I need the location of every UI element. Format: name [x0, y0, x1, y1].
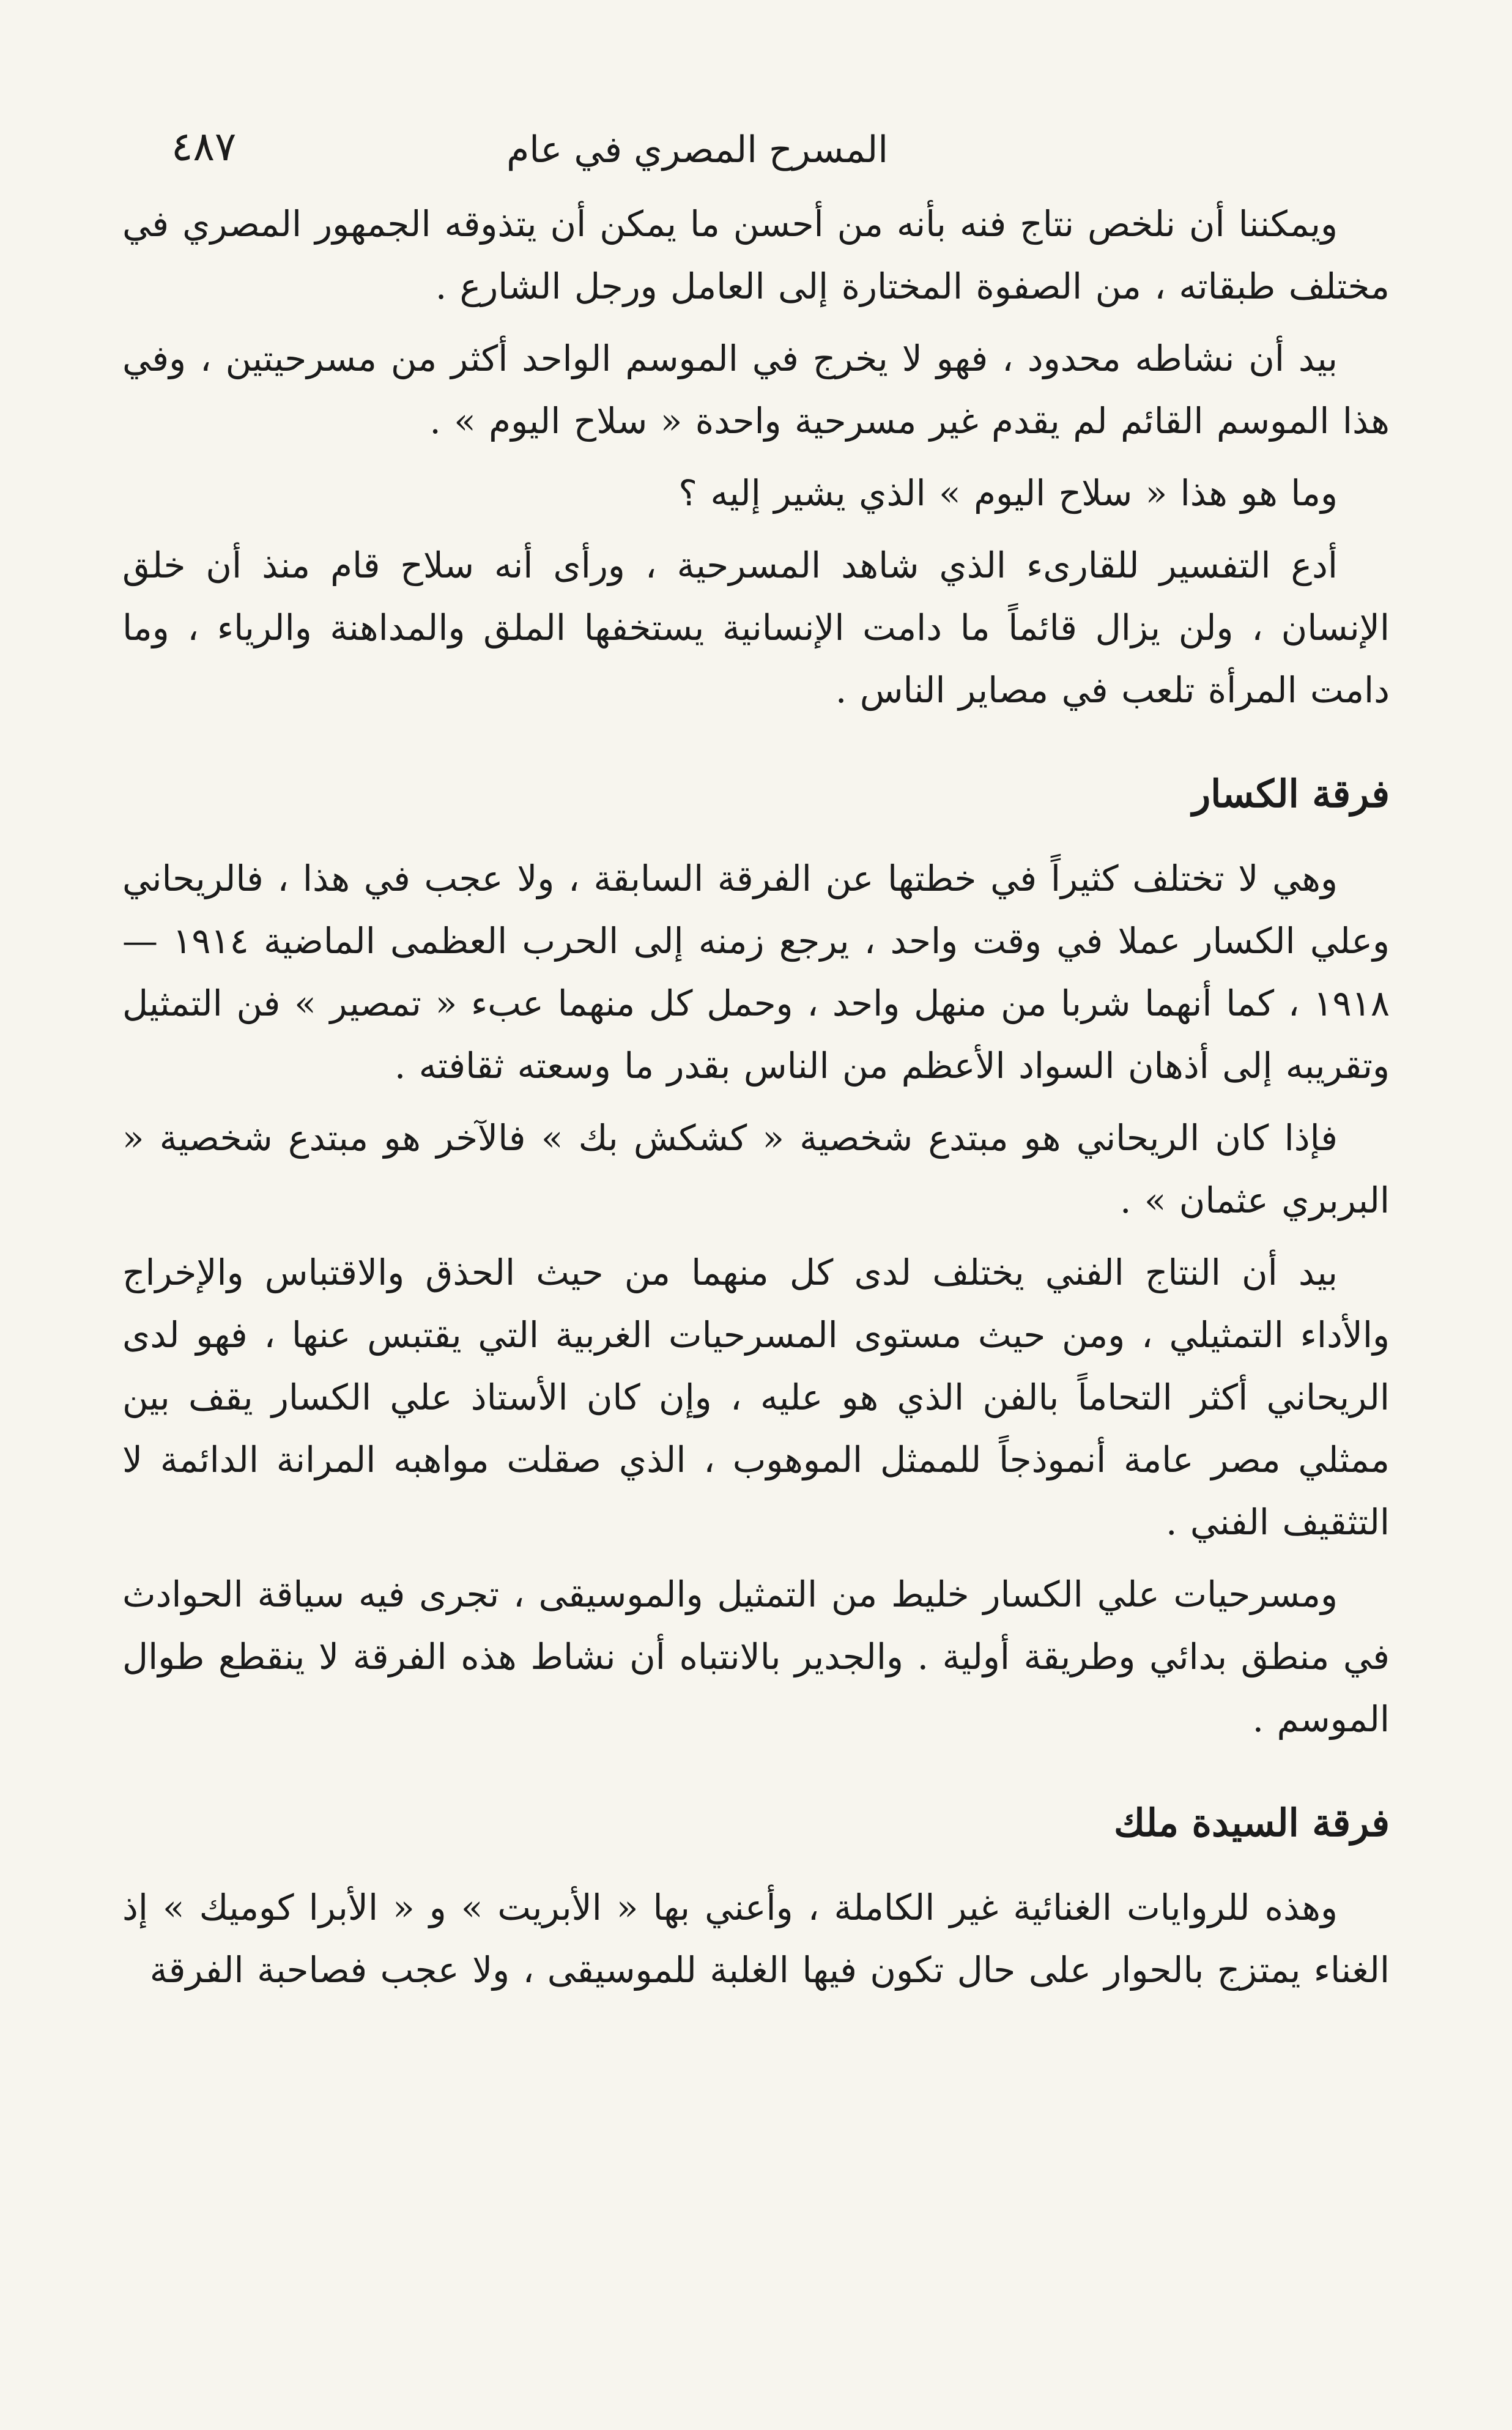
body-text	[122, 193, 1390, 2001]
paragraph: بيد أن نشاطه محدود ، فهو لا يخرج في الموسم الواحد أكثر من مسرحيتين ، وفي هذا الموسم القائم لم يقدم غير مسرحية واحدة « سلاح اليوم » .	[122, 338, 1390, 442]
page-number: ٤٨٧	[171, 123, 237, 170]
paragraph: وهي لا تختلف كثيراً في خطتها عن الفرقة السابقة ، ولا عجب في هذا ، فالريحاني وعلي الكسار عملا في وقت واحد ، يرجع زمنه إلى الحرب العظمى الماضية ١٩١٤ — ١٩١٨ ، كما أنهما شربا من منهل واحد ، وحمل كل منهما عبء « تمصير » فن التمثيل وتقريبه إلى أذهان السواد الأعظم من الناس بقدر ما وسعته ثقافته .	[122, 858, 1390, 1087]
paragraph: وما هو هذا « سلاح اليوم » الذي يشير إليه ؟	[678, 472, 1338, 514]
section-heading: فرقة الكسار	[1192, 771, 1390, 816]
paragraph: فإذا كان الريحاني هو مبتدع شخصية « كشكش بك » فالآخر هو مبتدع شخصية « البربري عثمان » .	[122, 1117, 1390, 1221]
paragraph: أدع التفسير للقارىء الذي شاهد المسرحية ، ورأى أنه سلاح قام منذ أن خلق الإنسان ، ولن يزال قائماً ما دامت الإنسانية يستخفها الملق والمداهنة والرياء ، وما دامت المرأة تلعب في مصاير الناس .	[122, 544, 1390, 711]
page-header	[122, 125, 1390, 193]
paragraph: ومسرحيات علي الكسار خليط من التمثيل والموسيقى ، تجرى فيه سياقة الحوادث في منطق بدائي وطريقة أولية . والجدير بالانتباه أن نشاط هذه الفرقة لا ينقطع طوال الموسم .	[122, 1574, 1390, 1740]
running-title: المسرح المصري في عام	[506, 128, 888, 171]
paragraph: وهذه للروايات الغنائية غير الكاملة ، وأعني بها « الأبريت » و « الأبرا كوميك » إذ الغناء يمتزج بالحوار على حال تكون فيها الغلبة للموسيقى ، ولا عجب فصاحبة الفرقة	[122, 1887, 1390, 1991]
paragraph: بيد أن النتاج الفني يختلف لدى كل منهما من حيث الحذق والاقتباس والإخراج والأداء التمثيلي ، ومن حيث مستوى المسرحيات الغربية التي يقتبس عنها ، فهو لدى الريحاني أكثر التحاماً بالفن الذي هو عليه ، وإن كان الأستاذ علي الكسار يقف بين ممثلي مصر عامة أنموذجاً للممثل الموهوب ، الذي صقلت مواهبه المرانة الدائمة لا التثقيف الفني .	[122, 1252, 1390, 1543]
paragraph: ويمكننا أن نلخص نتاج فنه بأنه من أحسن ما يمكن أن يتذوقه الجمهور المصري في مختلف طبقاته ، من الصفوة المختارة إلى العامل ورجل الشارع .	[122, 203, 1390, 307]
section-heading: فرقة السيدة ملك	[1113, 1800, 1390, 1845]
